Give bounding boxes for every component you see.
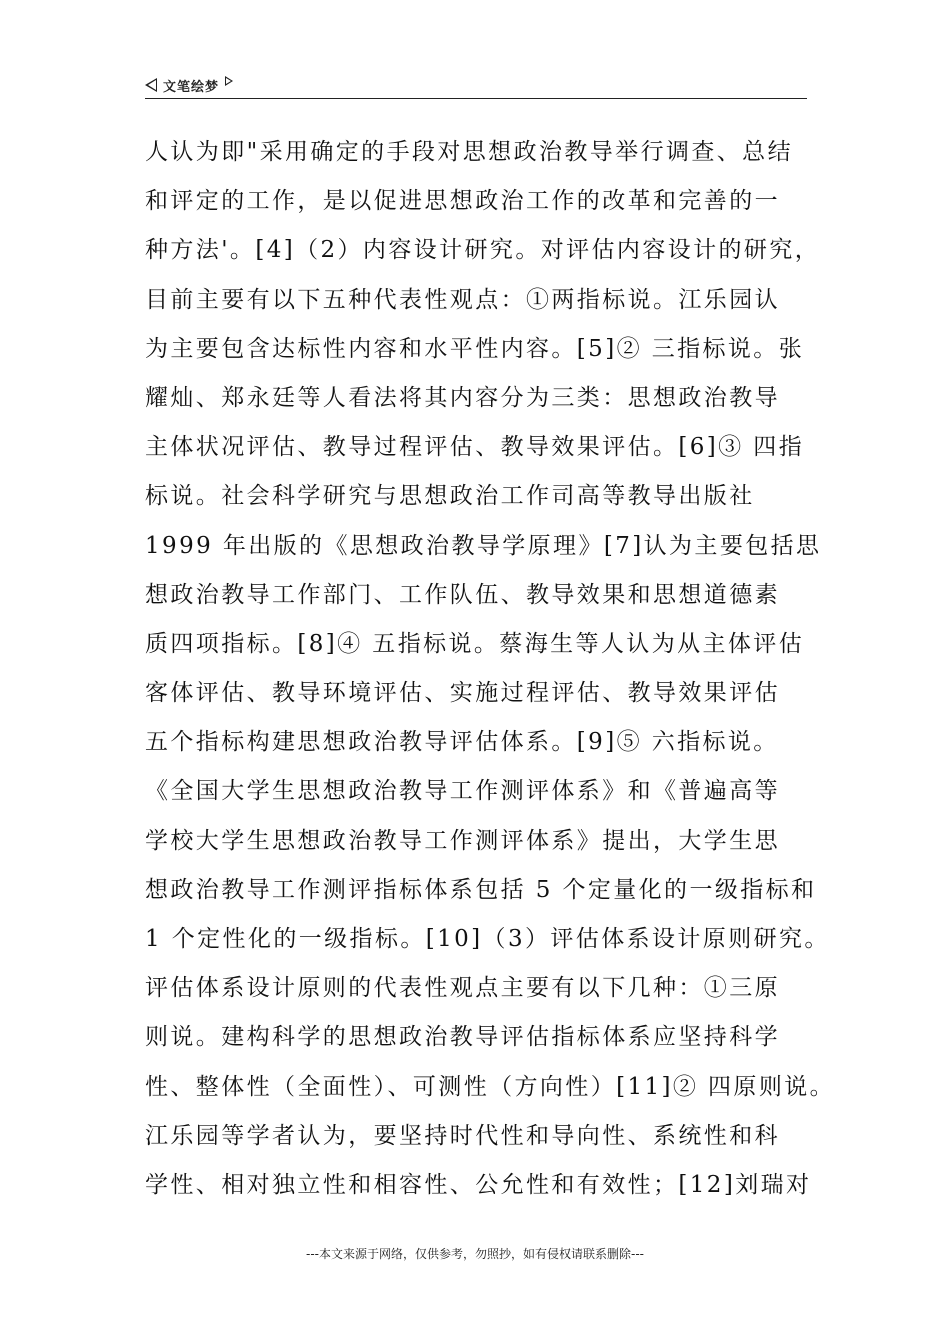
text-line: 耀灿、郑永廷等人看法将其内容分为三类：思想政治教导 bbox=[145, 384, 780, 411]
text-line: 学性、相对独立性和相容性、公允性和有效性；[12]刘瑞对 bbox=[145, 1171, 812, 1198]
body-text bbox=[145, 128, 836, 1210]
text-line: 五个指标构建思想政治教导评估体系。[9]⑤ 六指标说。 bbox=[145, 729, 779, 756]
triangle-right-icon bbox=[225, 76, 233, 86]
text-line: 《全国大学生思想政治教导工作测评体系》和《普遍高等 bbox=[145, 778, 780, 805]
text-line: 人认为即"采用确定的手段对思想政治教导举行调查、总结 bbox=[145, 139, 793, 165]
text-line: 想政治教导工作部门、工作队伍、教导效果和思想道德素 bbox=[145, 581, 780, 608]
footer-notice: ---本文来源于网络，仅供参考，勿照抄，如有侵权请联系删除--- bbox=[306, 1247, 644, 1261]
text-line: 1 个定性化的一级指标。[10]（3）评估体系设计原则研究。 bbox=[145, 926, 830, 952]
page-header bbox=[145, 72, 807, 99]
text-line: 目前主要有以下五种代表性观点：①两指标说。江乐园认 bbox=[145, 286, 780, 313]
text-line: 主体状况评估、教导过程评估、教导效果评估。[6]③ 四指 bbox=[145, 434, 805, 461]
text-line: 和评定的工作，是以促进思想政治工作的改革和完善的一 bbox=[145, 188, 780, 215]
text-line: 想政治教导工作测评指标体系包括 5 个定量化的一级指标和 bbox=[145, 876, 817, 903]
text-line: 江乐园等学者认为，要坚持时代性和导向性、系统性和科 bbox=[145, 1122, 780, 1149]
text-line: 标说。社会科学研究与思想政治工作司高等教导出版社 bbox=[145, 483, 755, 510]
text-line: 质四项指标。[8]④ 五指标说。蔡海生等人认为从主体评估 bbox=[145, 630, 805, 657]
text-line: 种方法'。[4]（2）内容设计研究。对评估内容设计的研究， bbox=[145, 237, 821, 264]
text-line: 学校大学生思想政治教导工作测评体系》提出，大学生思 bbox=[145, 827, 780, 854]
header-brand: 文笔绘梦 bbox=[163, 79, 220, 95]
text-line: 1999 年出版的《思想政治教导学原理》[7]认为主要包括思 bbox=[145, 532, 822, 559]
text-line: 性、整体性（全面性）、可测性（方向性）[11]② 四原则说。 bbox=[145, 1073, 836, 1100]
triangle-left-icon bbox=[145, 78, 157, 92]
text-line: 评估体系设计原则的代表性观点主要有以下几种：①三原 bbox=[145, 975, 780, 1002]
text-line: 客体评估、教导环境评估、实施过程评估、教导效果评估 bbox=[145, 680, 780, 707]
text-line: 为主要包含达标性内容和水平性内容。[5]② 三指标说。张 bbox=[145, 335, 805, 362]
text-line: 则说。建构科学的思想政治教导评估指标体系应坚持科学 bbox=[145, 1024, 780, 1051]
